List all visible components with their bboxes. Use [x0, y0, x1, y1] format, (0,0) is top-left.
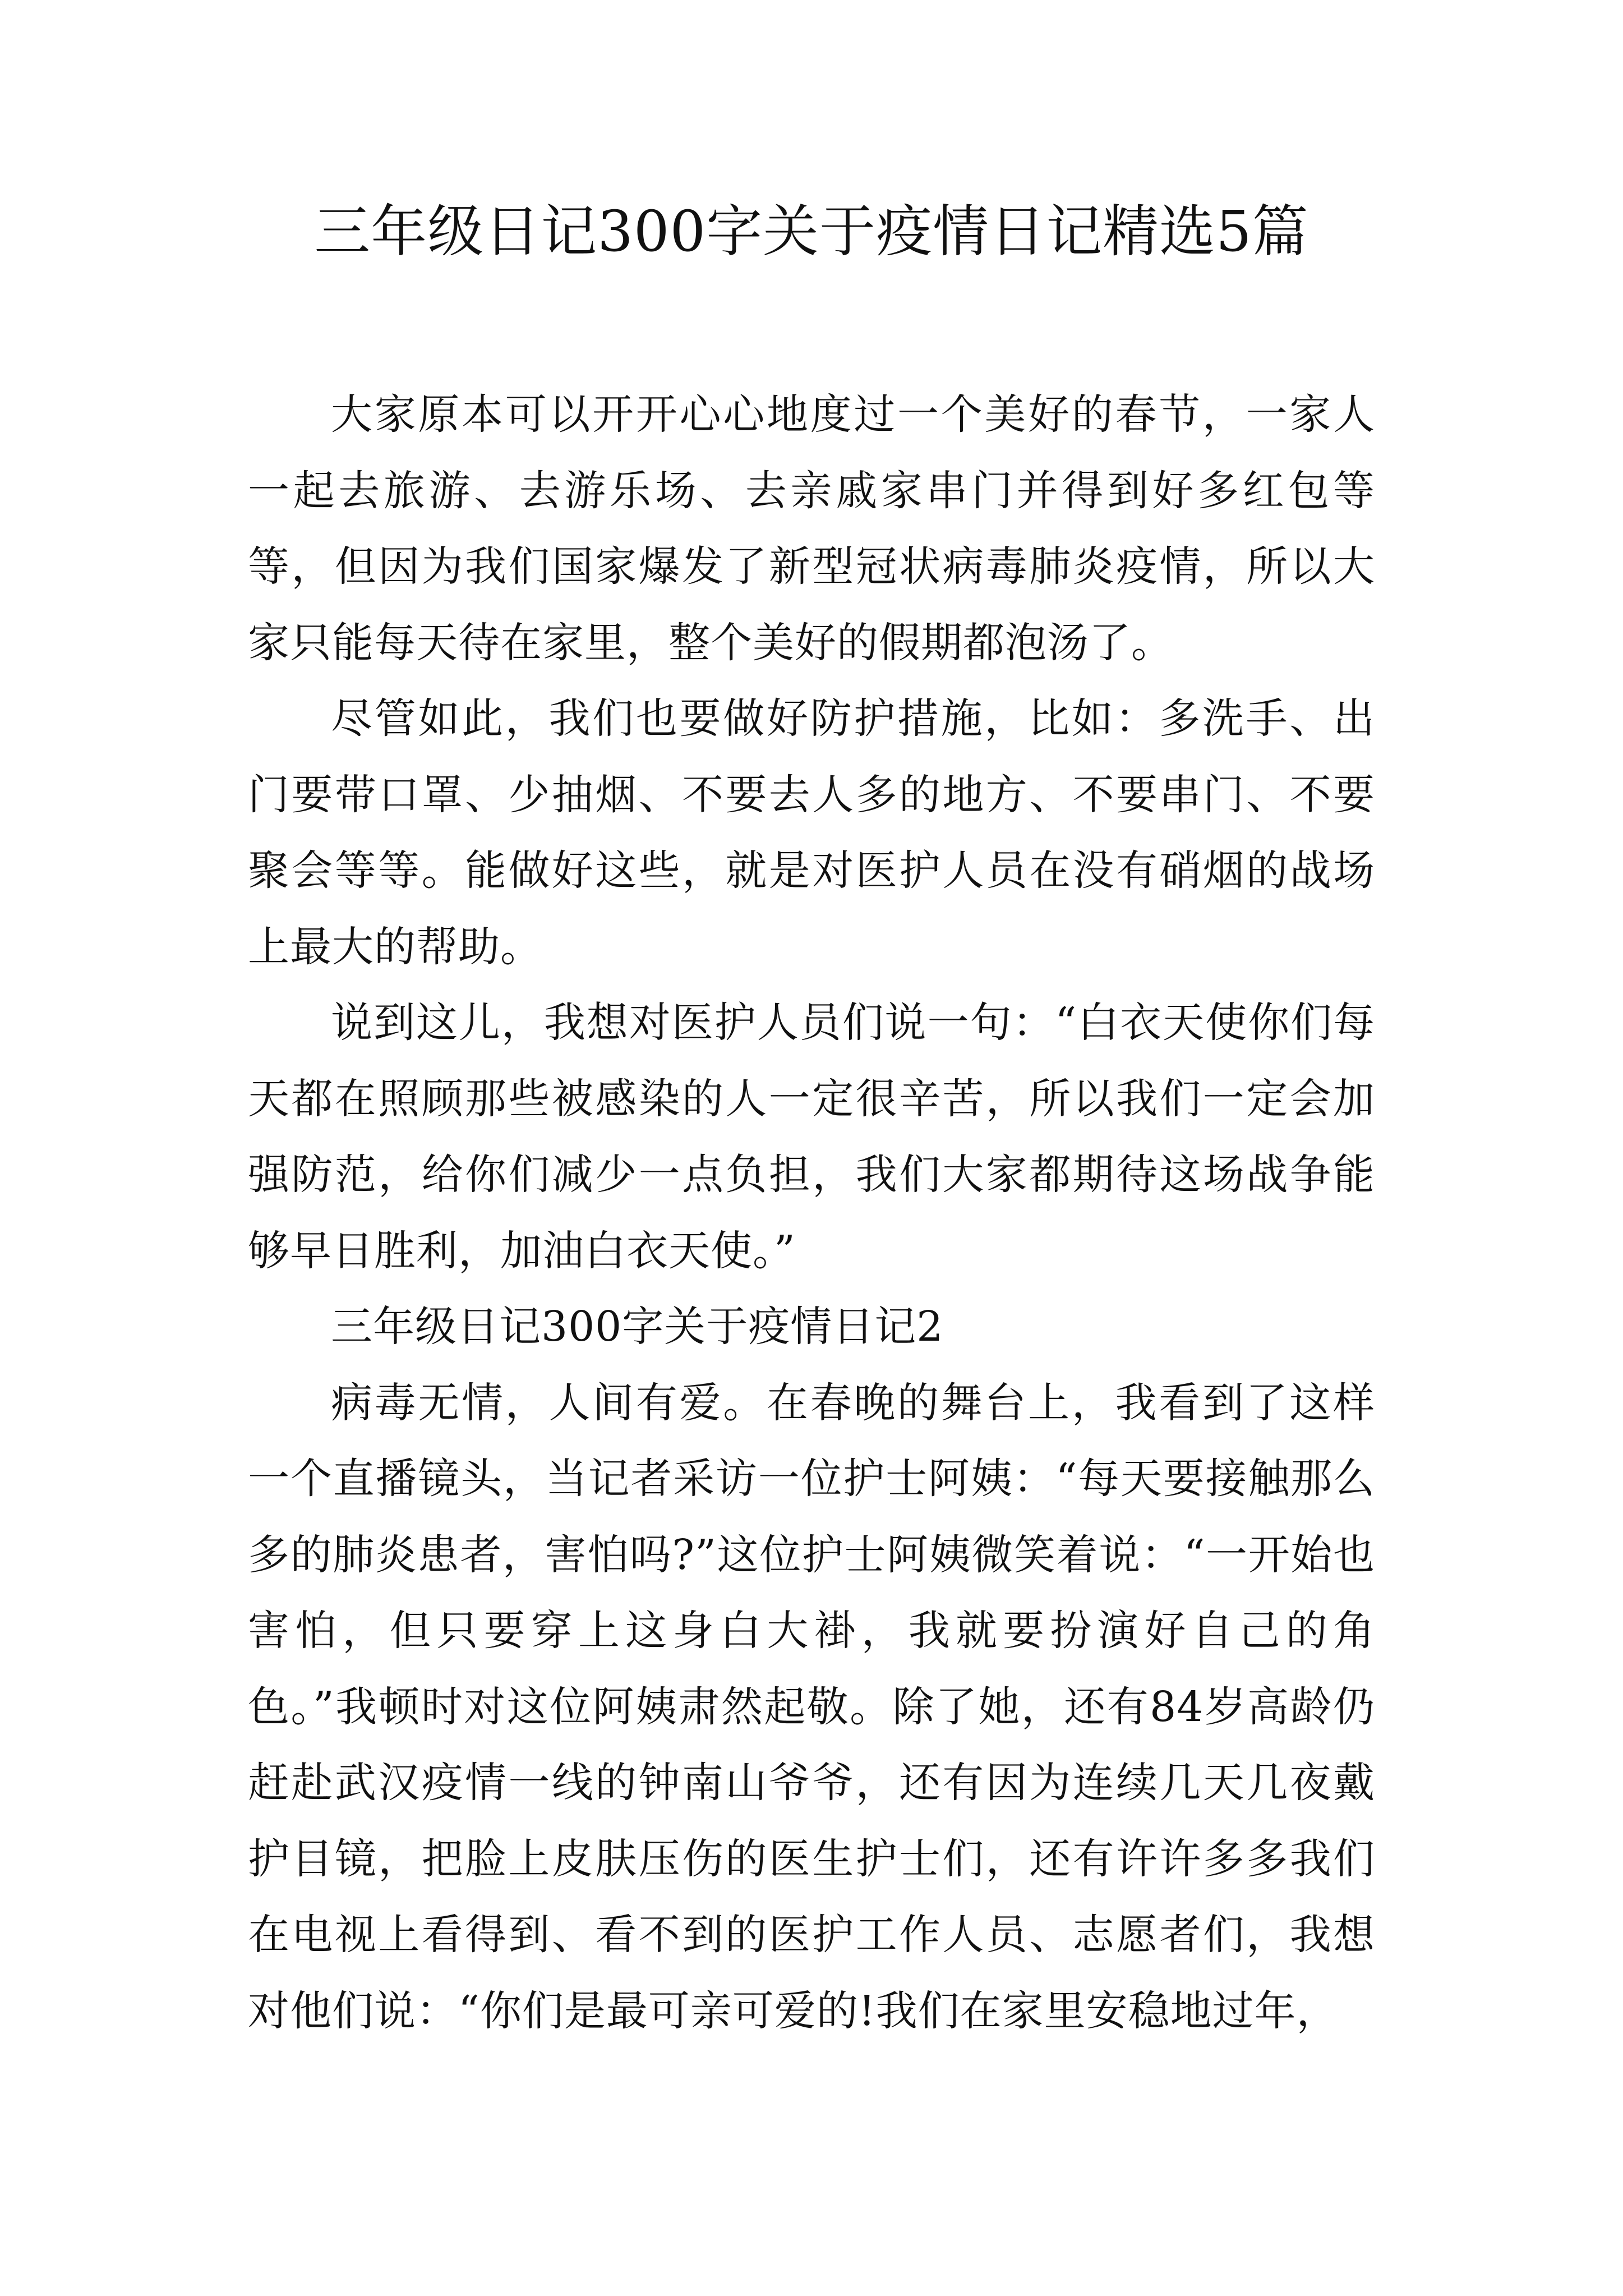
paragraph-2: 尽管如此，我们也要做好防护措施，比如：多洗手、出门要带口罩、少抽烟、不要去人多的地方、不要串门、不要聚会等等。能做好这些，就是对医护人员在没有硝烟的战场上最大的帮助。 [248, 694, 1375, 971]
section-heading-2: 三年级日记300字关于疫情日记2 [331, 1303, 944, 1351]
document-body [248, 377, 1375, 2049]
paragraph-4: 病毒无情，人间有爱。在春晚的舞台上，我看到了这样一个直播镜头，当记者采访一位护士阿姨：“每天要接触那么多的肺炎患者，害怕吗?”这位护士阿姨微笑着说：“一开始也害怕，但只要穿上这身白大褂，我就要扮演好自己的角色。”我顿时对这位阿姨肃然起敬。除了她，还有84岁高龄仍赶赴武汉疫情一线的钟南山爷爷，还有因为连续几天几夜戴护目镜，把脸上皮肤压伤的医生护士们，还有许许多多我们在电视上看得到、看不到的医护工作人员、志愿者们，我想对他们说：“你们是最可亲可爱的!我们在家里安稳地过年， [248, 1378, 1375, 2035]
paragraph-3: 说到这儿，我想对医护人员们说一句：“白衣天使你们每天都在照顾那些被感染的人一定很辛苦，所以我们一定会加强防范，给你们减少一点负担，我们大家都期待这场战争能够早日胜利，加油白衣天使。” [248, 999, 1375, 1275]
document-title: 三年级日记300字关于疫情日记精选5篇 [314, 199, 1309, 264]
paragraph-1: 大家原本可以开开心心地度过一个美好的春节，一家人一起去旅游、去游乐场、去亲戚家串门并得到好多红包等等，但因为我们国家爆发了新型冠状病毒肺炎疫情，所以大家只能每天待在家里，整个美好的假期都泡汤了。 [248, 390, 1375, 667]
